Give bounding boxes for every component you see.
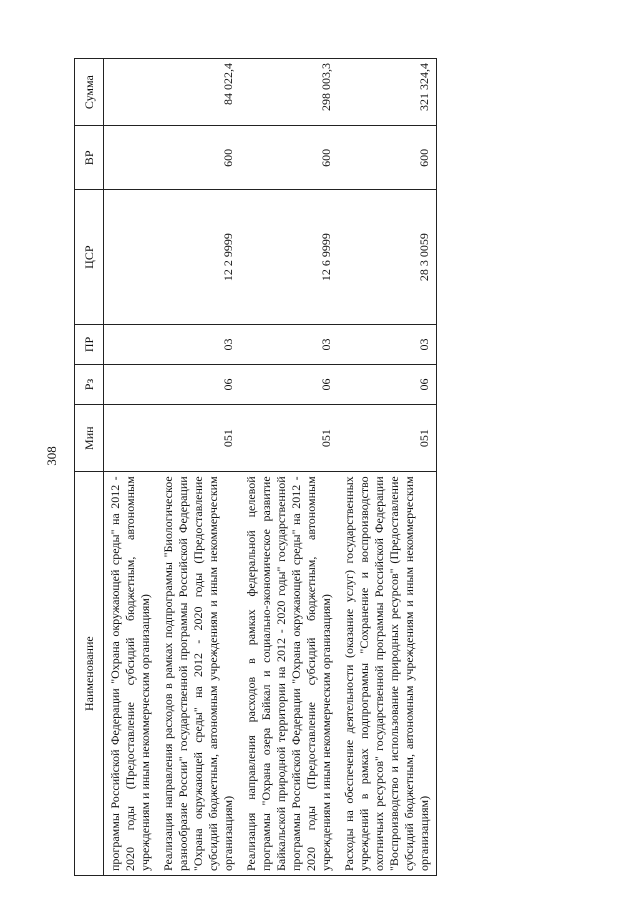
header-vr: ВР bbox=[75, 126, 104, 190]
cell-min: 051 bbox=[157, 405, 240, 472]
cell-min: 051 bbox=[338, 405, 437, 472]
header-pr: ПР bbox=[75, 324, 104, 364]
header-sum: Сумма bbox=[75, 59, 104, 126]
table-header-row bbox=[75, 59, 104, 876]
cell-pr: 03 bbox=[157, 324, 240, 364]
cell-pr bbox=[104, 324, 158, 364]
page-number: 308 bbox=[44, 446, 59, 466]
cell-csr: 28 3 0059 bbox=[338, 190, 437, 325]
cell-csr: 12 2 9999 bbox=[157, 190, 240, 325]
header-csr: ЦСР bbox=[75, 190, 104, 325]
header-name: Наименование bbox=[75, 472, 104, 876]
cell-name: Реализация направления расходов в рамках подпрограммы "Биологическое разнообразие России" государственной программы Российской Федерации "Охрана окружающей среды" на 2012 - 2020 годы (Предоставление субсидий бюджетным, автономным учреждениям и иным некоммерческим организациям) bbox=[157, 472, 240, 876]
cell-csr: 12 6 9999 bbox=[240, 190, 338, 325]
cell-pr: 03 bbox=[338, 324, 437, 364]
cell-sum: 321 324,4 bbox=[338, 59, 437, 126]
cell-vr: 600 bbox=[157, 126, 240, 190]
cell-sum: 84 022,4 bbox=[157, 59, 240, 126]
rotated-table-container bbox=[74, 58, 584, 876]
cell-name: программы Российской Федерации "Охрана окружающей среды" на 2012 - 2020 годы (Предоставление субсидий бюджетным, автономным учреждениям и иным некоммерческим организациям) bbox=[104, 472, 158, 876]
cell-vr: 600 bbox=[240, 126, 338, 190]
cell-rz: 06 bbox=[157, 364, 240, 404]
cell-rz: 06 bbox=[338, 364, 437, 404]
cell-name: Расходы на обеспечение деятельности (оказание услуг) государственных учреждений в рамках подпрограммы "Сохранение и воспроизводство охотничьих ресурсов" государственной программы Российской Федерации "Воспроизводство и использование природных ресурсов" (Предоставление субсидий бюджетным, автономным учреждениям и иным некоммерческим организациям) bbox=[338, 472, 437, 876]
table-row bbox=[240, 59, 338, 876]
table-row bbox=[157, 59, 240, 876]
cell-vr bbox=[104, 126, 158, 190]
cell-min bbox=[104, 405, 158, 472]
header-min: Мин bbox=[75, 405, 104, 472]
cell-csr bbox=[104, 190, 158, 325]
header-rz: Рз bbox=[75, 364, 104, 404]
cell-vr: 600 bbox=[338, 126, 437, 190]
cell-sum: 298 003,3 bbox=[240, 59, 338, 126]
table-row bbox=[104, 59, 158, 876]
cell-min: 051 bbox=[240, 405, 338, 472]
cell-rz bbox=[104, 364, 158, 404]
cell-name: Реализация направления расходов в рамках федеральной целевой программы "Охрана озера Байкал и социально-экономическое развитие Байкальской природной территории на 2012 - 2020 годы" государственной программы Российской Федерации "Охрана окружающей среды" на 2012 - 2020 годы (Предоставление субсидий бюджетным, автономным учреждениям и иным некоммерческим организациям) bbox=[240, 472, 338, 876]
cell-rz: 06 bbox=[240, 364, 338, 404]
table-row bbox=[338, 59, 437, 876]
budget-table bbox=[74, 58, 437, 876]
cell-pr: 03 bbox=[240, 324, 338, 364]
cell-sum bbox=[104, 59, 158, 126]
